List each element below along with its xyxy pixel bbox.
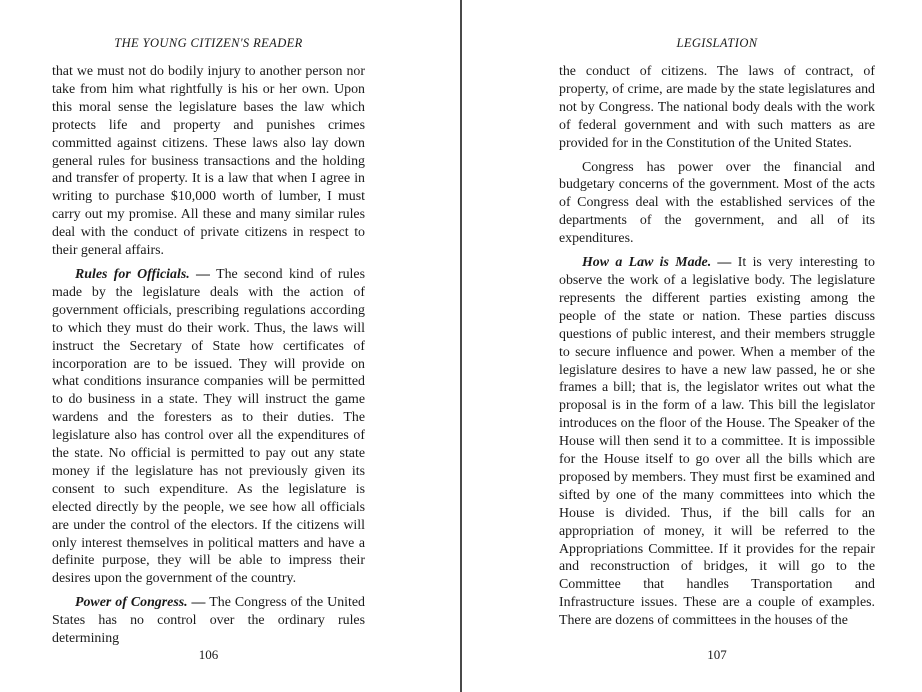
page-number: 106 — [198, 647, 219, 662]
running-head: LEGISLATION — [676, 36, 758, 50]
run-in-heading: How a Law is Made. — — [582, 255, 732, 271]
paragraph — [559, 159, 875, 249]
left-page — [52, 0, 365, 692]
paragraph — [52, 63, 365, 260]
running-head: THE YOUNG CITIZEN'S READER — [114, 36, 303, 50]
paragraph — [559, 254, 875, 630]
paragraph-text: the conduct of citizens. The laws of contract, of property, of crime, are made by the state legislatures and not by Congress. The national body deals with the work of federal government and with such matters as are provided for in the Constitution of the United States. — [559, 64, 875, 151]
gutter-divider — [460, 0, 462, 692]
right-page — [559, 0, 875, 692]
page-number: 107 — [707, 647, 727, 662]
paragraph-text: The second kind of rules made by the legislature deals with the action of government officials, prescribing regulations according to which they must do their work. Thus, the laws will instruct the Secretary of State how certificates of incorporation are to be issued. They will provide on what conditions insurance companies will be permitted to do business in a state. They will instruct the game wardens and the foresters as to their duties. The legislature also has control over all the expenditures of the state. No official is permitted to pay out any state money if the legislature has not previously given its consent to such expenditure. As the legislature is elected directly by the people, we see how all officials are under the control of the electors. If the citizens will only interest themselves in political matters and have a definite purpose, they will be able to impress their desires upon the government of the country. — [52, 266, 365, 587]
body-text — [52, 63, 365, 654]
body-text — [559, 63, 875, 636]
paragraph-text: It is very interesting to observe the work of a legislative body. The legislature represents the different parties existing among the people of the state or nation. These parties discuss questions of public interest, and their members struggle to secure influence and power. When a member of the legislature desires to have a new law passed, he or she frames a bill; that is, the legislator writes out what the proposal is in the form of a law. This bill the legislator introduces on the floor of the House. The Speaker of the House will then send it to a committee. It is impossible for the House itself to go over all the bills which are proposed by members. They must first be examined and sifted by one of the many committees into which the House is divided. Thus, if the bill calls for an appropriation of money, it will be referred to the Appropriations Committee. If it provides for the repair and reconstruction of bridges, it will go to the Committee that handles Transportation and Infrastructure issues. These are a couple of examples. There are dozens of committees in the houses of the — [559, 255, 875, 629]
paragraph-text: The Congress of the United States has no control over the ordinary rules determining — [52, 595, 365, 647]
paragraph — [52, 266, 365, 588]
run-in-heading: Power of Congress. — — [75, 595, 206, 611]
run-in-heading: Rules for Officials. — — [75, 266, 210, 282]
paragraph-text: that we must not do bodily injury to another person nor take from him what rightfully is his or her own. Upon this moral sense the legislature bases the law which protects life and property and punishes crimes committed against citizens. These laws also lay down general rules for business transactions and the holding and transfer of property. It is a law that when I agree in writing to purchase $10,000 worth of lumber, I must carry out my promise. All these and many similar rules deal with the conduct of private citizens in respect to their general affairs. — [52, 64, 365, 259]
paragraph — [52, 594, 365, 648]
paragraph — [559, 63, 875, 153]
paragraph-text: Congress has power over the financial and budgetary concerns of the government. Most of the acts of Congress deal with the established services of the departments of the government, and all of its expenditures. — [559, 159, 875, 247]
